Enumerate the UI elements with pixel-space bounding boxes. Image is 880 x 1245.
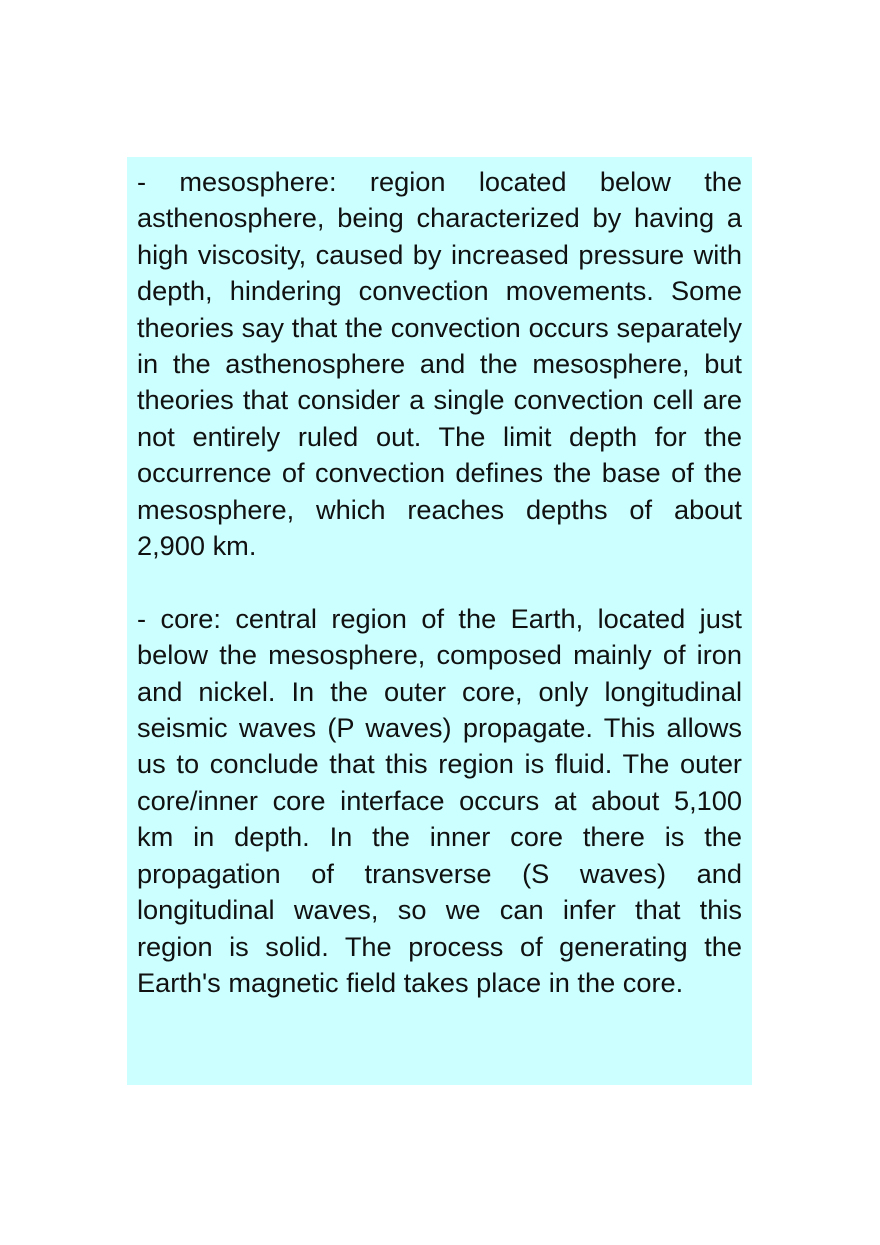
mesosphere-paragraph: - mesosphere: region located below the asthenosphere, being characterized by having a high viscosity, caused by increased pressure with depth, hindering convection movements. Some theories say that the convection occurs separately in the asthenosphere and the mesosphere, but theories that consider a single convection cell are not entirely ruled out. The limit depth for the occurrence of convection defines the base of the mesosphere, which reaches depths of about 2,900 km.: [137, 166, 742, 562]
paragraph-spacer: [137, 564, 742, 600]
highlighted-text-block: [127, 157, 752, 1085]
core-paragraph: - core: central region of the Earth, located just below the mesosphere, composed mainly of iron and nickel. In the outer core, only longitudinal seismic waves (P waves) propagate. This allows us to conclude that this region is fluid. The outer core/inner core interface occurs at about 5,100 km in depth. In the inner core there is the propagation of transverse (S waves) and longitudinal waves, so we can infer that this region is solid. The process of generating the Earth's magnetic field takes place in the core.: [137, 602, 742, 998]
